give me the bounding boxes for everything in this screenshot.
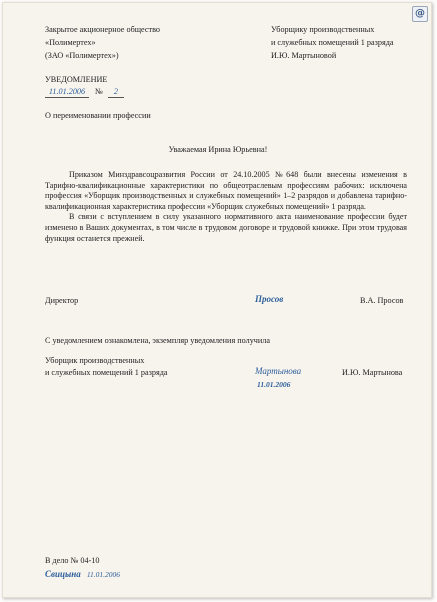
org-short-name: (ЗАО «Полимертех») (45, 51, 119, 60)
body-paragraph-2: В связи с вступлением в силу указанного нормативного акта наименование профессии будет изменено в Ваших документах, в том числе в трудовом договоре и трудовой книжке. При этом трудовая функция останется прежней. (45, 212, 407, 243)
director-signature: Просов (255, 294, 284, 304)
doc-number: 2 (108, 87, 124, 98)
director-title: Директор (45, 296, 79, 305)
doc-date-number-row (45, 87, 124, 98)
addressee-name: И.Ю. Мартыновой (271, 51, 337, 60)
document-page (2, 2, 432, 598)
file-signature-row (45, 569, 120, 580)
addressee-line2: и служебных помещений 1 разряда (271, 38, 394, 47)
salutation: Уважаемая Ирина Юрьевна! (168, 145, 268, 154)
org-name-line1: Закрытое акционерное общество (45, 25, 161, 34)
number-sign: № (95, 87, 103, 96)
doc-date: 11.01.2006 (45, 87, 89, 98)
employee-name: И.Ю. Мартынова (342, 368, 403, 377)
director-name: В.А. Просов (360, 296, 404, 305)
web-icon[interactable]: @ (412, 6, 428, 22)
addressee-line1: Уборщику производственных (271, 25, 375, 34)
employee-signature-date: 11.01.2006 (257, 380, 291, 389)
employee-position-line2: и служебных помещений 1 разряда (45, 368, 168, 377)
file-signature: Свицына (45, 569, 81, 579)
employee-position-line1: Уборщик производственных (45, 356, 145, 365)
acknowledgment-text: С уведомлением ознакомлена, экземпляр уведомления получила (45, 336, 271, 345)
org-name-line2: «Полимертех» (45, 38, 96, 47)
employee-signature: Мартынова (255, 366, 302, 376)
doc-subject: О переименовании профессии (45, 111, 151, 120)
body-paragraph-1: Приказом Минздравсоцразвития России от 24.10.2005 №648 были внесены изменения в Тарифно-квалификационные характеристики по общеотраслевым профессиям рабочих: исключена профессия «Уборщик производственных и служебных помещений» 1–2 разрядов и добавлена тарифно-квалификационная характеристика профессии «Уборщик служебных помещений» 1 разряда. (45, 170, 407, 211)
body-text (45, 170, 407, 244)
file-date: 11.01.2006 (86, 570, 121, 579)
doc-type-title: УВЕДОМЛЕНИЕ (45, 75, 108, 84)
file-note: В дело № 04-10 (45, 556, 100, 565)
